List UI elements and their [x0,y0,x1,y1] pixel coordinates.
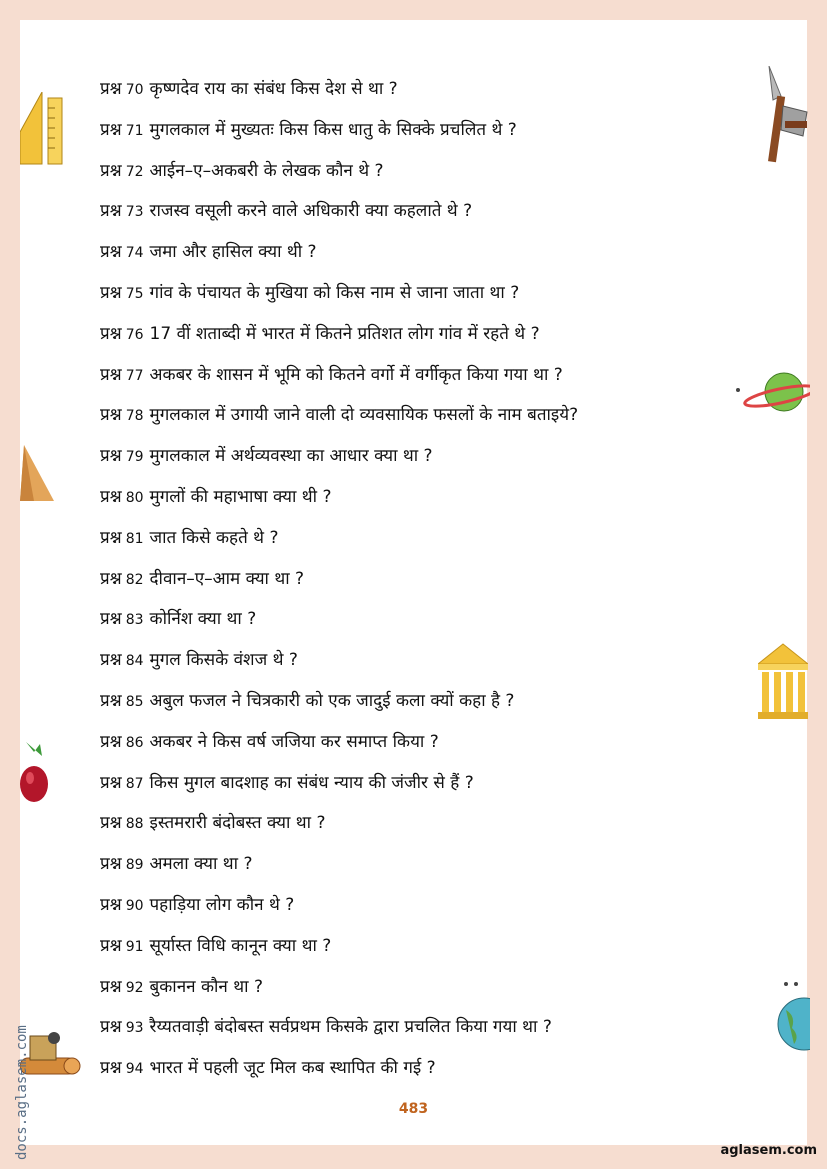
question-number: 78 [125,408,144,425]
question-number: 91 [125,938,144,955]
question-number: 87 [125,775,144,792]
question-text: मुगलकाल में मुख्यतः किस किस धातु के सिक्के प्रचलित थे ? [149,119,517,140]
question-prefix: प्रश्न [100,405,122,426]
question-text: कृष्णदेव राय का संबंध किस देश से था ? [149,79,398,99]
question-item [100,200,472,223]
question-prefix: प्रश्न [100,242,122,263]
question-prefix: प्रश्न [100,568,122,589]
question-prefix: प्रश्न [100,283,122,303]
question-text: बुकानन कौन था ? [149,976,263,997]
question-item [100,282,519,305]
question-text: राजस्व वसूली करने वाले अधिकारी क्या कहलाते थे ? [149,201,473,222]
question-text: 17 वीं शताब्दी में भारत में कितने प्रतिशत लोग गांव में रहते थे ? [149,323,540,344]
question-text: भारत में पहली जूट मिल कब स्थापित की गई ? [149,1058,436,1079]
question-item [100,731,439,754]
question-text: अकबर ने किस वर्ष जजिया कर समाप्त किया ? [149,731,439,752]
question-text: अमला क्या था ? [149,854,253,875]
question-text: अकबर के शासन में भूमि को कितने वर्गो में वर्गीकृत किया गया था ? [149,364,563,385]
question-item [100,160,384,183]
question-text: जमा और हासिल क्या थी ? [149,242,317,263]
question-text: अबुल फजल ने चित्रकारी को एक जादुई कला क्यों कहा है ? [149,691,515,711]
question-number: 74 [125,245,144,262]
question-prefix: प्रश्न [100,650,122,671]
question-prefix: प्रश्न [100,446,122,467]
question-text: दीवान–ए–आम क्या था ? [149,568,305,589]
question-prefix: प्रश्न [100,160,122,181]
question-item [100,812,325,835]
question-number: 88 [125,816,144,833]
question-text: जात किसे कहते थे ? [149,527,279,548]
question-number: 94 [125,1061,144,1078]
page-number: 483 [398,1101,429,1117]
question-text: कोर्निश क्या था ? [149,609,257,630]
question-prefix: प्रश्न [100,854,122,875]
question-item [100,404,578,427]
question-number: 73 [125,204,144,221]
question-prefix: प्रश्न [100,79,122,99]
question-number: 82 [125,571,144,588]
question-number: 92 [125,979,144,996]
question-item [100,649,298,672]
question-item [100,323,540,346]
question-prefix: प्रश्न [100,119,122,140]
question-item [100,486,332,509]
watermark: docs.aglasem.com [14,1025,30,1160]
question-prefix: प्रश्न [100,976,122,997]
question-item [100,364,563,387]
question-text: रैय्यतवाड़ी बंदोबस्त सर्वप्रथम किसके द्वारा प्रचलित किया गया था ? [149,1017,552,1038]
question-number: 77 [125,367,144,384]
question-text: इस्तमरारी बंदोबस्त क्या था ? [149,813,326,834]
question-text: आईन–ए–अकबरी के लेखक कौन थे ? [149,160,384,181]
question-prefix: प्रश्न [100,935,122,956]
question-number: 71 [125,122,144,139]
question-item [100,241,317,264]
question-number: 86 [125,734,144,751]
question-number: 76 [125,326,144,343]
question-text: गांव के पंचायत के मुखिया को किस नाम से जाना जाता था ? [149,283,520,303]
question-prefix: प्रश्न [100,772,122,793]
question-prefix: प्रश्न [100,895,122,915]
question-text: किस मुगल बादशाह का संबंध न्याय की जंजीर से हैं ? [149,772,474,793]
question-prefix: प्रश्न [100,609,122,630]
question-prefix: प्रश्न [100,731,122,752]
question-number: 70 [125,82,144,98]
question-prefix: प्रश्न [100,527,122,548]
question-prefix: प्रश्न [100,691,122,711]
question-number: 72 [125,163,144,180]
question-item [100,608,256,631]
question-number: 89 [125,857,144,874]
question-item [100,527,278,550]
question-text: सूर्यास्त विधि कानून क्या था ? [149,935,332,956]
question-item [100,1016,552,1039]
question-item [100,78,398,101]
question-number: 90 [125,898,144,914]
footer-site-name: aglasem.com [720,1143,817,1158]
question-number: 84 [125,653,144,670]
question-text: पहाड़िया लोग कौन थे ? [149,895,295,915]
question-prefix: प्रश्न [100,364,122,385]
question-item [100,894,294,917]
question-item [100,1057,436,1080]
question-number: 80 [125,490,144,506]
question-item [100,935,331,958]
question-item [100,976,263,999]
question-prefix: प्रश्न [100,487,122,507]
question-item [100,445,433,468]
question-item [100,853,252,876]
question-text: मुगल किसके वंशज थे ? [149,650,298,671]
question-prefix: प्रश्न [100,813,122,834]
question-item [100,568,304,591]
question-number: 75 [125,286,144,302]
question-prefix: प्रश्न [100,1058,122,1079]
question-number: 93 [125,1020,144,1037]
question-number: 83 [125,612,144,629]
question-number: 79 [125,449,144,466]
question-item [100,772,474,795]
question-prefix: प्रश्न [100,323,122,344]
question-text: मुगलकाल में उगायी जाने वाली दो व्यवसायिक फसलों के नाम बताइये? [149,405,579,426]
question-item [100,119,517,142]
question-number: 81 [125,530,144,547]
question-item [100,690,514,713]
question-text: मुगलकाल में अर्थव्यवस्था का आधार क्या था ? [149,446,433,467]
question-prefix: प्रश्न [100,1017,122,1038]
question-number: 85 [125,694,144,710]
question-text: मुगलों की महाभाषा क्या थी ? [149,487,332,507]
question-prefix: प्रश्न [100,201,122,222]
